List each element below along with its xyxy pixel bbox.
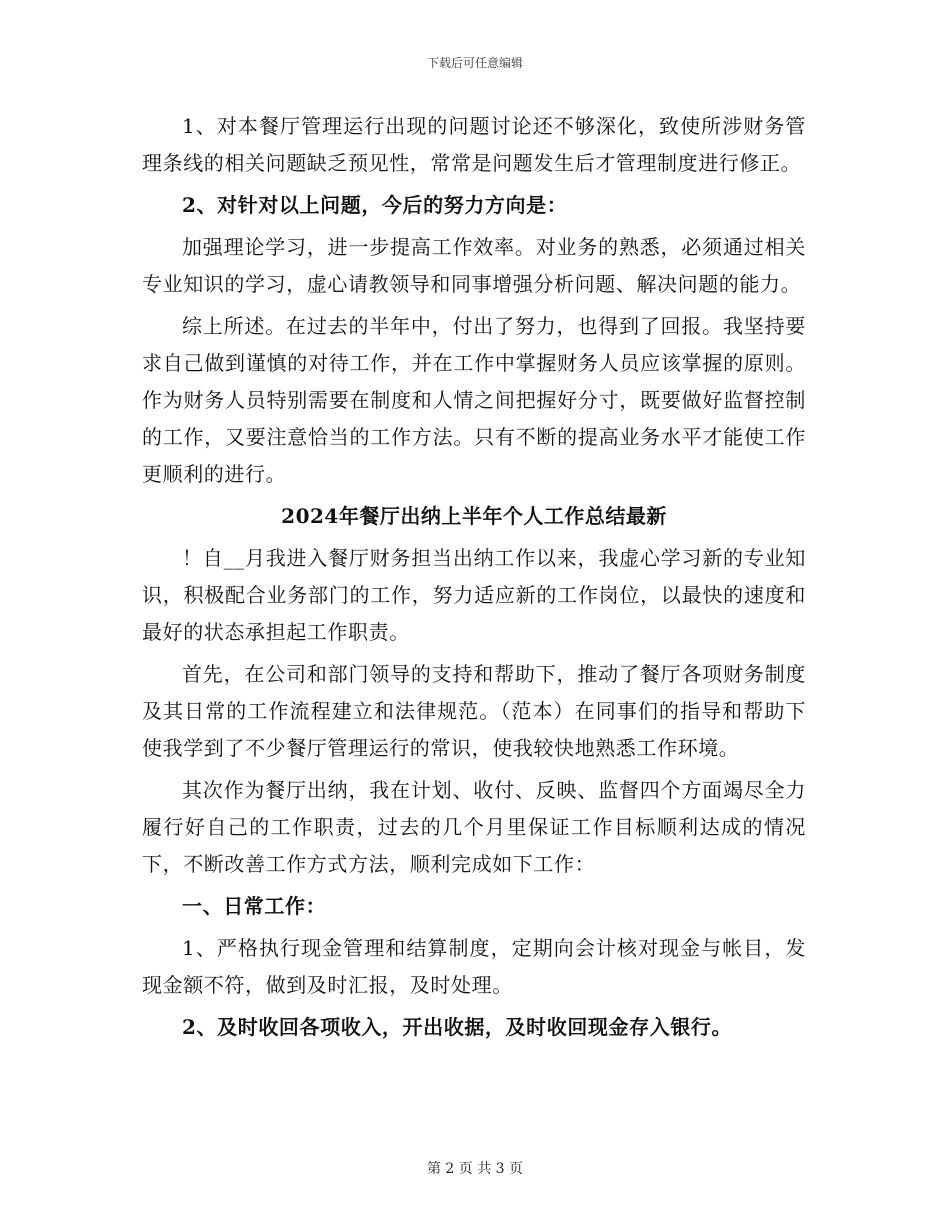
paragraph-5: ！自__月我进入餐厅财务担当出纳工作以来，我虚心学习新的专业知识，积极配合业务部门的工作，努力适应新的工作岗位，以最快的速度和最好的状态承担起工作职责。 bbox=[142, 546, 806, 644]
paragraph-8-heading: 一、日常工作： bbox=[182, 894, 327, 918]
paragraph-7: 其次作为餐厅出纳，我在计划、收付、反映、监督四个方面竭尽全力履行好自己的工作职责，过去的几个月里保证工作目标顺利达成的情况下，不断改善工作方式方法，顺利完成如下工作： bbox=[142, 778, 806, 876]
paragraph-3: 加强理论学习，进一步提高工作效率。对业务的熟悉，必须通过相关专业知识的学习，虚心请教领导和同事增强分析问题、解决问题的能力。 bbox=[142, 235, 806, 296]
paragraph-2-heading: 2、对针对以上问题，今后的努力方向是： bbox=[182, 193, 568, 217]
section-title: 2024年餐厅出纳上半年个人工作总结最新 bbox=[281, 504, 667, 528]
paragraph-10: 2、及时收回各项收入，开出收据，及时收回现金存入银行。 bbox=[182, 1015, 733, 1039]
page-header-note: 下载后可任意编辑 bbox=[426, 56, 523, 70]
paragraph-1: 1、对本餐厅管理运行出现的问题讨论还不够深化，致使所涉财务管理条线的相关问题缺乏预见性，常常是问题发生后才管理制度进行修正。 bbox=[142, 114, 806, 175]
paragraph-9: 1、严格执行现金管理和结算制度，定期向会计核对现金与帐目，发现金额不符，做到及时汇报，及时处理。 bbox=[142, 936, 806, 997]
paragraph-4: 综上所述。在过去的半年中，付出了努力，也得到了回报。我坚持要求自己做到谨慎的对待工作，并在工作中掌握财务人员应该掌握的原则。作为财务人员特别需要在制度和人情之间把握好分寸，既要做好监督控制的工作，又要注意恰当的工作方法。只有不断的提高业务水平才能使工作更顺利的进行。 bbox=[142, 314, 806, 486]
page-footer-number: 第 2 页 共 3 页 bbox=[426, 1161, 524, 1177]
paragraph-6: 首先，在公司和部门领导的支持和帮助下，推动了餐厅各项财务制度及其日常的工作流程建立和法律规范。（范本）在同事们的指导和帮助下使我学到了不少餐厅管理运行的常识，使我较快地熟悉工作环境。 bbox=[142, 662, 806, 760]
document-body bbox=[142, 108, 806, 1046]
